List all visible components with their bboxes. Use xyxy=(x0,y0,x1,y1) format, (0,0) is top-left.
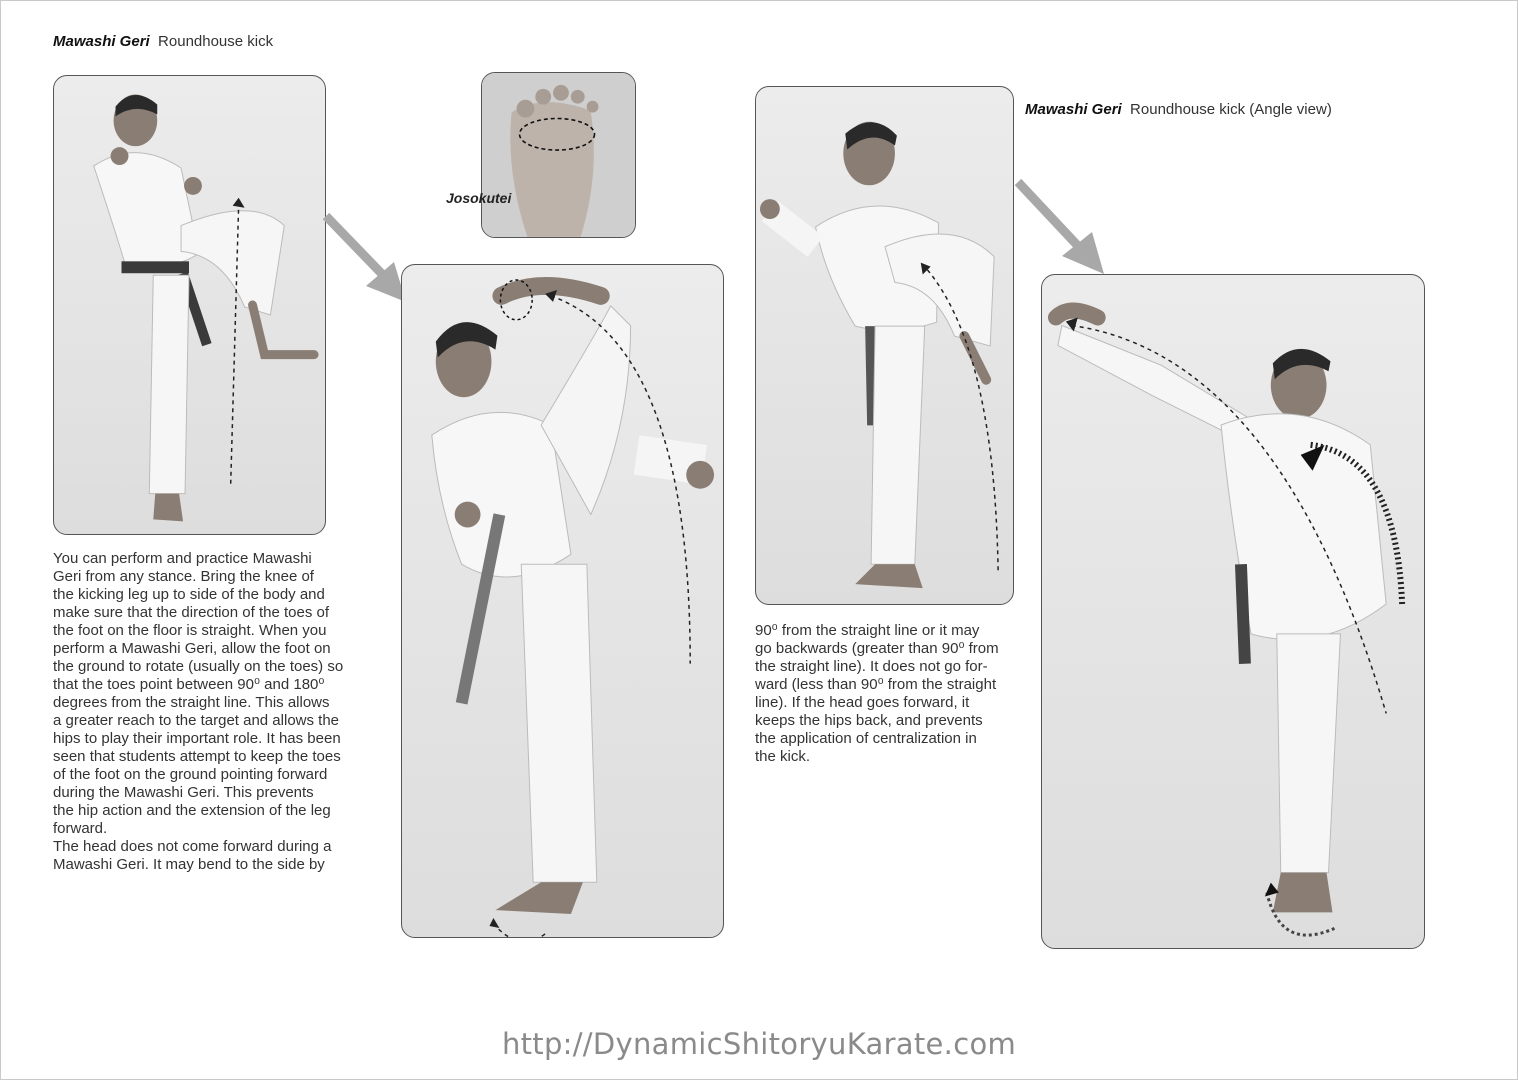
paragraph-line: You can perform and practice Mawashi xyxy=(53,550,312,567)
paragraph-line: forward. xyxy=(53,820,108,837)
paragraph-line: ward (less than 90⁰ from the straight xyxy=(755,676,997,693)
paragraph-line: Geri from any stance. Bring the knee of xyxy=(53,568,314,585)
paragraph-line: perform a Mawashi Geri, allow the foot on xyxy=(53,640,331,657)
paragraph-line: keeps the hips back, and prevents xyxy=(755,712,983,729)
caption-left: Mawashi Geri Roundhouse kick xyxy=(53,33,274,50)
paragraph-line: Mawashi Geri. It may bend to the side by xyxy=(53,856,325,873)
paragraph-line: 90⁰ from the straight line or it may xyxy=(755,622,980,639)
paragraph-line: The head does not come forward during a xyxy=(53,838,332,855)
paragraph-left xyxy=(53,550,343,874)
karateka-kick-figure xyxy=(402,265,723,937)
sequence-arrow-2 xyxy=(1012,176,1112,276)
paragraph-line: the straight line). It does not go for- xyxy=(755,658,988,675)
caption-right: Mawashi Geri Roundhouse kick (Angle view) xyxy=(1025,101,1332,118)
paragraph-right xyxy=(755,622,999,766)
karateka-chamber-figure xyxy=(54,76,325,534)
photo-kick-extended xyxy=(401,264,724,938)
photo-angle-chamber xyxy=(755,86,1014,605)
paragraph-line: the kicking leg up to side of the body and xyxy=(53,586,325,603)
paragraph-line: go backwards (greater than 90⁰ from xyxy=(755,640,999,657)
photo-angle-kick xyxy=(1041,274,1425,949)
inset-label: Josokutei xyxy=(446,190,512,206)
paragraph-line: the hip action and the extension of the leg xyxy=(53,802,331,819)
karateka-angle-kick-figure xyxy=(1042,275,1424,948)
footer-url[interactable]: http://DynamicShitoryuKarate.com xyxy=(501,1027,1017,1061)
paragraph-line: the ground to rotate (usually on the toes) so xyxy=(53,658,344,675)
paragraph-line: line). If the head goes forward, it xyxy=(755,694,970,711)
paragraph-line: the foot on the floor is straight. When you xyxy=(53,622,327,639)
photo-josokutei-foot xyxy=(481,72,636,238)
paragraph-line: the application of centralization in xyxy=(755,730,977,747)
paragraph-line: degrees from the straight line. This allows xyxy=(53,694,330,711)
paragraph-line: during the Mawashi Geri. This prevents xyxy=(53,784,314,801)
paragraph-line: hips to play their important role. It has been xyxy=(53,730,341,747)
paragraph-line: a greater reach to the target and allows the xyxy=(53,712,340,729)
foot-sole-figure xyxy=(482,73,635,237)
paragraph-line: make sure that the direction of the toes of xyxy=(53,604,329,621)
paragraph-line: that the toes point between 90⁰ and 180⁰ xyxy=(53,676,325,693)
paragraph-line: the kick. xyxy=(755,748,811,765)
paragraph-line: of the foot on the ground pointing forward xyxy=(53,766,328,783)
photo-chamber xyxy=(53,75,326,535)
paragraph-line: seen that students attempt to keep the toes xyxy=(53,748,341,765)
sequence-arrow-1 xyxy=(320,210,410,310)
karateka-angle-chamber-figure xyxy=(756,87,1013,604)
